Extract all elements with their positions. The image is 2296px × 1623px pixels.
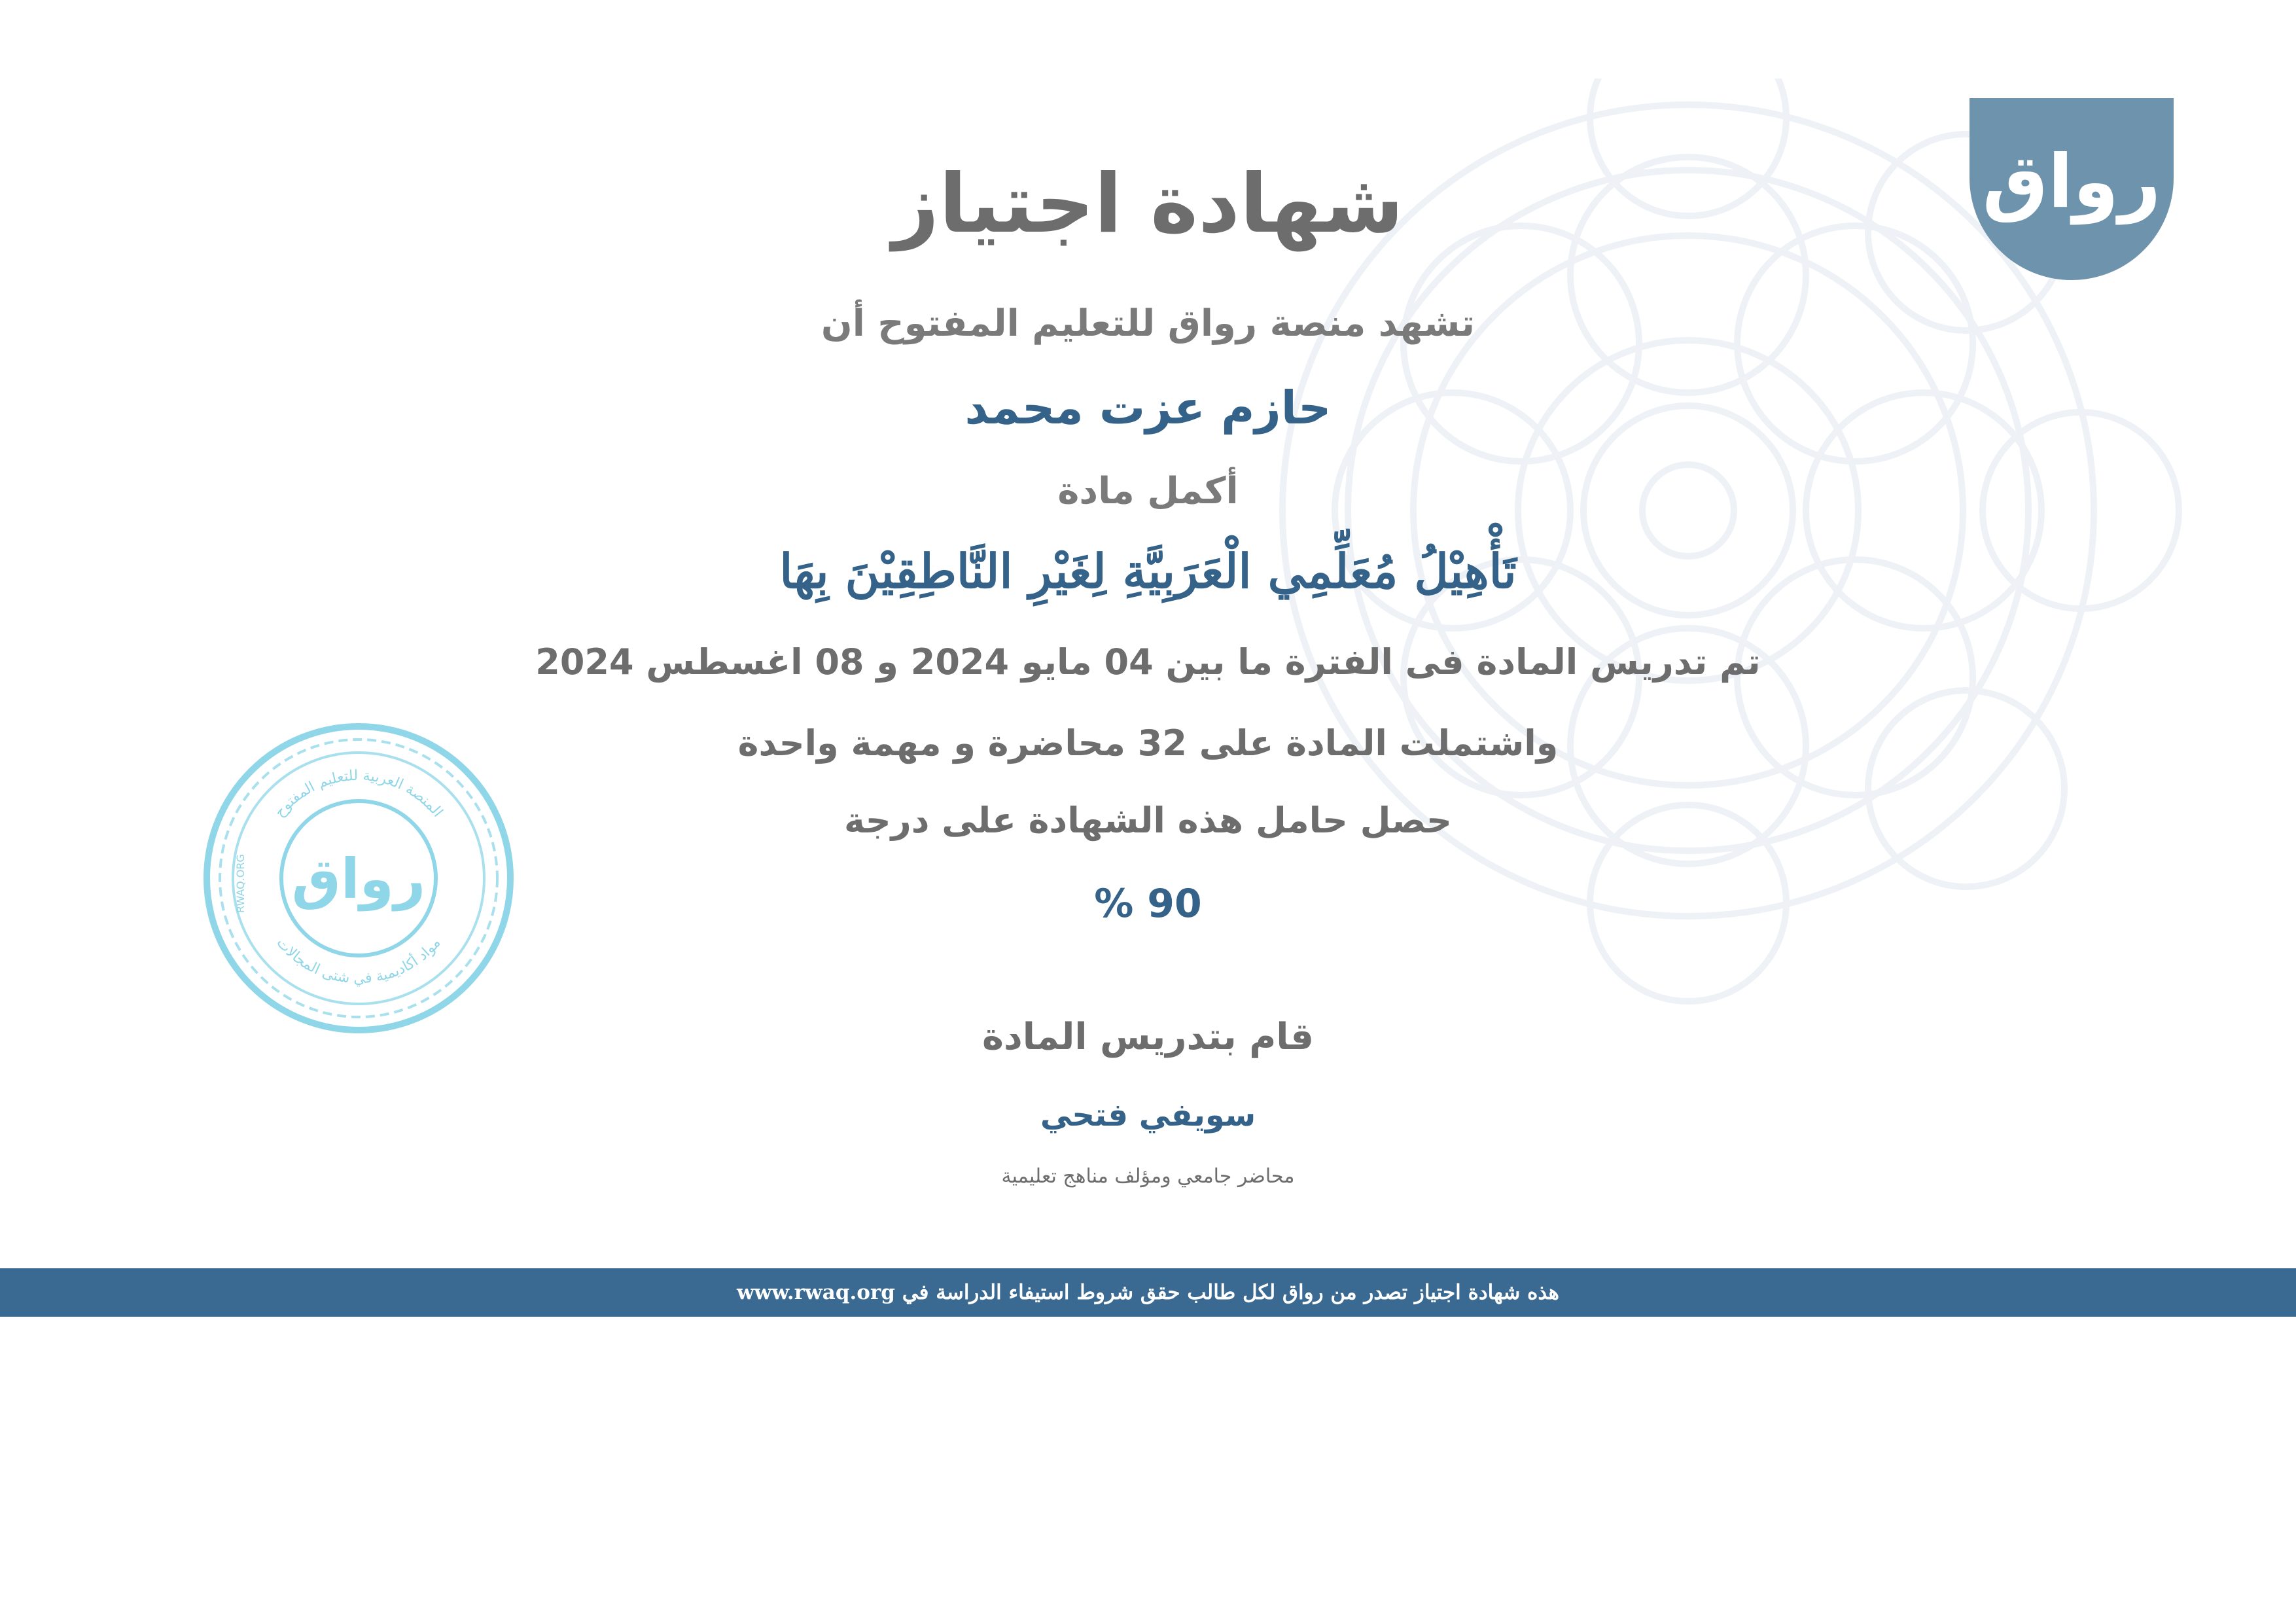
seal-ring-text-top: المنصة العربية للتعليم المفتوح	[271, 767, 446, 821]
seal-ring-text-bottom: مواد أكاديمية في شتى المجالات	[273, 935, 444, 988]
certificate-title: شهادة اجتياز	[892, 157, 1404, 251]
course-name: تَأْهِيْلُ مُعَلِّمِي الْعَرَبِيَّةِ لِغَيْرِ النَّاطِقِيْنَ بِهَا	[779, 543, 1517, 599]
course-period: تم تدريس المادة فى الفترة ما بين 04 مايو 2024 و 08 اغسطس 2024	[535, 641, 1761, 683]
instructor-title: محاضر جامعي ومؤلف مناهج تعليمية	[1001, 1165, 1295, 1188]
footer-bar	[0, 1268, 2296, 1317]
logo-text: رواق	[1982, 139, 2161, 224]
course-content: واشتملت المادة على 32 محاضرة و مهمة واحدة	[737, 722, 1559, 764]
completed-label: أكمل مادة	[1057, 470, 1239, 512]
seal-center-text: رواق	[291, 847, 426, 911]
footer-text: هذه شهادة اجتياز تصدر من رواق لكل طالب حقق شروط استيفاء الدراسة في www.rwaq.org	[736, 1281, 1559, 1304]
grade-label: حصل حامل هذه الشهادة على درجة	[844, 800, 1452, 841]
instructor-name: سويفي فتحي	[1040, 1097, 1256, 1133]
seal-side-text: RWAQ.ORG	[234, 854, 247, 913]
svg-text:مواد أكاديمية في شتى المجالات	[273, 935, 444, 987]
taught-by-label: قام بتدريس المادة	[982, 1016, 1314, 1058]
grade-value: 90 %	[1094, 881, 1202, 927]
certificate-intro: تشهد منصة رواق للتعليم المفتوح أن	[821, 302, 1475, 345]
student-name: حازم عزت محمد	[964, 381, 1332, 435]
